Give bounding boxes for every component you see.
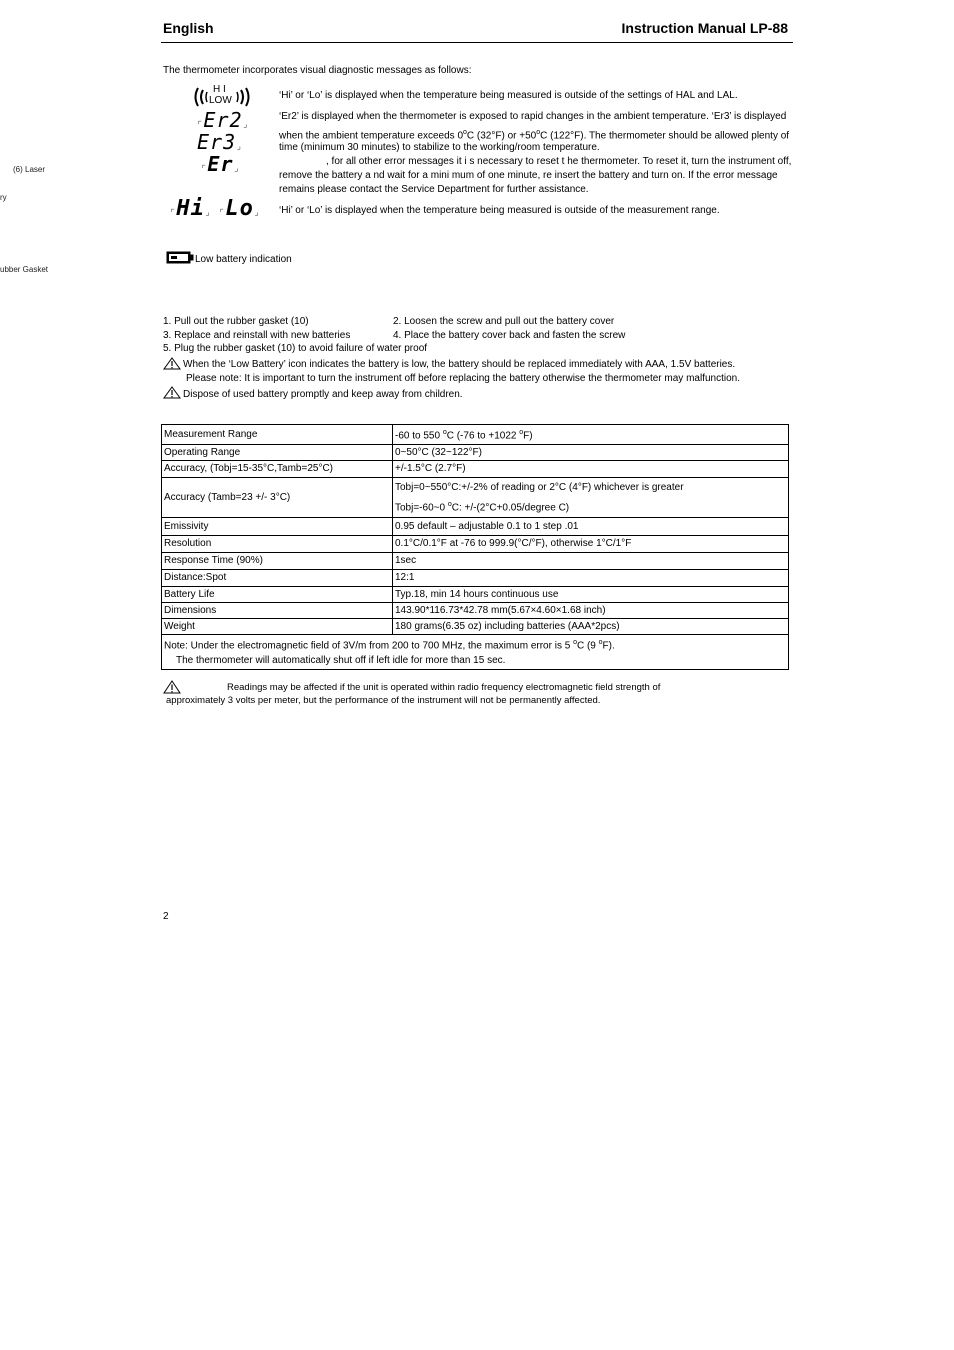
spec-label: Distance:Spot bbox=[162, 570, 393, 587]
table-row bbox=[162, 425, 789, 445]
spec-value: 12:1 bbox=[393, 570, 789, 587]
er2-lcd-icon: ⌜Er2⌟ bbox=[197, 108, 249, 132]
er2-description-line-2: when the ambient temperature exceeds 0$^o$C (32°F) or $+50^oC$ (122°F). The thermometer should be allowed plenty of bbox=[279, 129, 790, 142]
hi-icon-label: H I bbox=[213, 84, 226, 95]
warning-icon bbox=[163, 357, 181, 375]
table-row bbox=[162, 587, 789, 603]
warning-icon bbox=[163, 386, 181, 404]
spec-note bbox=[162, 635, 789, 669]
spec-value: -60 to 550 $^o$C (-76 to +1022 $^o$F) bbox=[393, 425, 789, 445]
spec-label: Response Time (90%) bbox=[162, 553, 393, 570]
er2-description-line-3: time (minimum 30 minutes) to stabilize to the working/room temperature. bbox=[279, 142, 600, 153]
spec-label: Dimensions bbox=[162, 603, 393, 619]
low-battery-label: Low battery indication bbox=[195, 254, 292, 265]
hi-lo-range-description: ‘Hi’ or ‘Lo’ is displayed when the temperature being measured is outside of the measurement range. bbox=[279, 205, 720, 216]
lo-lcd-icon: ⌜Lo⌟ bbox=[219, 196, 261, 221]
battery-step-4: 4. Place the battery cover back and fasten the screw bbox=[393, 330, 626, 341]
spec-value: 180 grams(6.35 oz) including batteries (AAA*2pcs) bbox=[393, 619, 789, 635]
er2-description-line-1: ‘Er2’ is displayed when the thermometer is exposed to rapid changes in the ambient temperature. ‘Er3’ is displayed bbox=[279, 111, 787, 122]
spec-value-line-1: Tobj=0~550°C:+/-2% of reading or 2°C (4°F) whichever is greater bbox=[395, 482, 684, 493]
spec-value: 143.90*116.73*42.78 mm(5.67×4.60×1.68 inch) bbox=[393, 603, 789, 619]
language-heading: English bbox=[163, 20, 214, 36]
table-row bbox=[162, 461, 789, 478]
spec-note-line-2: The thermometer will automatically shut off if left idle for more than 15 sec. bbox=[176, 654, 506, 666]
battery-step-3: 3. Replace and reinstall with new batteries bbox=[163, 330, 351, 341]
table-note-row bbox=[162, 635, 789, 669]
spec-value: Typ.18, min 14 hours continuous use bbox=[393, 587, 789, 603]
side-label-laser: (6) Laser bbox=[13, 165, 46, 174]
table-row bbox=[162, 619, 789, 635]
battery-step-2: 2. Loosen the screw and pull out the battery cover bbox=[393, 316, 615, 327]
spec-value bbox=[393, 478, 789, 518]
er-description-line-3: remains please contact the Service Department for further assistance. bbox=[279, 184, 589, 195]
rf-warning-line-2: approximately 3 volts per meter, but the performance of the instrument will not be permanently affected. bbox=[166, 695, 601, 706]
spec-value: +/-1.5°C (2.7°F) bbox=[393, 461, 789, 478]
side-label-gasket: ubber Gasket bbox=[0, 265, 49, 274]
hi-lcd-icon: ⌜Hi⌟ bbox=[170, 196, 212, 221]
page-number: 2 bbox=[163, 911, 169, 922]
spec-value-line-2: Tobj=-60~0 $^o$C: +/-(2°C+0.05/degree C) bbox=[395, 501, 570, 514]
table-row bbox=[162, 570, 789, 587]
spec-value: 0.1°C/0.1°F at -76 to 999.9(°C/°F), otherwise 1°C/1°F bbox=[393, 536, 789, 553]
table-row bbox=[162, 445, 789, 461]
intro-text: The thermometer incorporates visual diagnostic messages as follows: bbox=[163, 65, 472, 76]
spec-value: 0~50°C (32~122°F) bbox=[393, 445, 789, 461]
battery-step-5: 5. Plug the rubber gasket (10) to avoid failure of water proof bbox=[163, 343, 428, 354]
spec-label: Measurement Range bbox=[162, 425, 393, 445]
hi-low-description: ‘Hi’ or ‘Lo’ is displayed when the temperature being measured is outside of the settings of HAL and LAL. bbox=[279, 90, 738, 101]
spec-value: 1sec bbox=[393, 553, 789, 570]
battery-icon bbox=[166, 251, 194, 269]
low-icon-label: LOW bbox=[209, 95, 232, 106]
er-description-line-2: remove the battery a nd wait for a mini mum of one minute, re insert the battery and turn on. If the error message bbox=[279, 170, 778, 181]
spec-label: Accuracy, (Tobj=15-35°C,Tamb=25°C) bbox=[162, 461, 393, 478]
er-lcd-icon: ⌜Er⌟ bbox=[201, 152, 240, 176]
battery-warning-1: When the ‘Low Battery’ icon indicates the battery is low, the battery should be replaced immediately with AAA, 1.5V batteries. bbox=[183, 359, 736, 370]
table-row bbox=[162, 603, 789, 619]
rf-warning-line-1: Readings may be affected if the unit is operated within radio frequency electromagnetic field strength of bbox=[227, 682, 661, 693]
er-description-line-1: , for all other error messages it i s necessary to reset t he thermometer. To reset it, turn the instrument off, bbox=[326, 156, 792, 167]
header-rule bbox=[161, 42, 793, 43]
table-row bbox=[162, 536, 789, 553]
table-row bbox=[162, 553, 789, 570]
spec-value: 0.95 default – adjustable 0.1 to 1 step .01 bbox=[393, 518, 789, 536]
battery-warning-note: Please note: It is important to turn the instrument off before replacing the battery otherwise the thermometer may malfunction. bbox=[186, 373, 740, 384]
specifications-table bbox=[161, 424, 789, 670]
spec-note-line-1: Note: Under the electromagnetic field of 3V/m from 200 to 700 MHz, the maximum error is 5 $^o$C (9 $^o$F). bbox=[164, 639, 615, 652]
spec-label: Weight bbox=[162, 619, 393, 635]
battery-warning-2: Dispose of used battery promptly and keep away from children. bbox=[183, 389, 463, 400]
manual-title: Instruction Manual LP-88 bbox=[621, 20, 788, 36]
side-label-battery: ry bbox=[0, 193, 7, 202]
spec-label: Emissivity bbox=[162, 518, 393, 536]
table-row bbox=[162, 478, 789, 518]
table-row bbox=[162, 518, 789, 536]
battery-step-1: 1. Pull out the rubber gasket (10) bbox=[163, 316, 309, 327]
spec-label: Operating Range bbox=[162, 445, 393, 461]
spec-label: Resolution bbox=[162, 536, 393, 553]
er3-lcd-icon: Er3⌟ bbox=[197, 130, 243, 154]
spec-label: Battery Life bbox=[162, 587, 393, 603]
spec-label: Accuracy (Tamb=23 +/- 3°C) bbox=[162, 478, 393, 518]
